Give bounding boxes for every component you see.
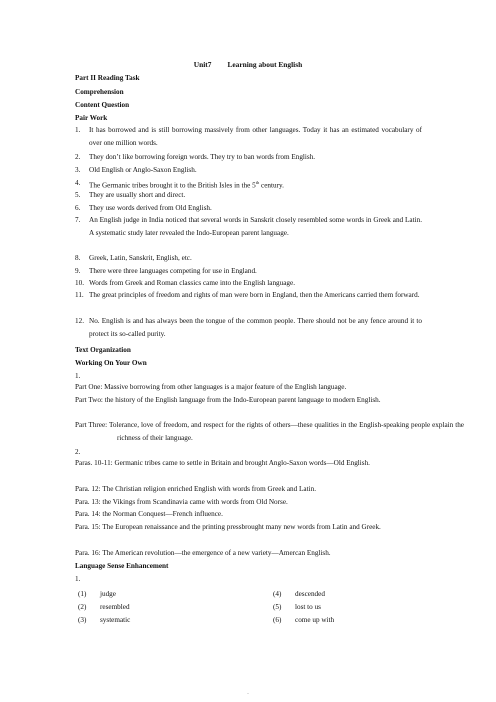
answer-text: No. English is and has always been the tongue of the common people. There should not be any fence around it to protect its so-called purity. <box>89 317 422 338</box>
answer-number: 11. <box>75 291 84 299</box>
answer-item <box>75 214 422 239</box>
answer-text: There were three languages competing for use in England. <box>89 267 257 275</box>
answer-item <box>75 265 422 278</box>
pair-work-heading: Pair Work <box>75 114 108 122</box>
answer-text-end: century. <box>259 181 284 190</box>
answer-item <box>75 151 422 164</box>
working-on-your-own-heading: Working On Your Own <box>75 359 147 367</box>
org-para-15: Para. 15: The European renaissance and the printing pressbrought many new words from Latin and Greek. <box>75 523 381 531</box>
answer-text: Old English or Anglo-Saxon English. <box>89 166 197 174</box>
word-answer: lost to us <box>295 603 321 611</box>
org-para-13: Para. 13: the Vikings from Scandinavia came with words from Old Norse. <box>75 498 288 506</box>
word-item <box>273 616 334 624</box>
answer-item <box>75 289 422 302</box>
answer-item <box>75 124 422 149</box>
word-answer: resembled <box>100 603 130 611</box>
language-sense-heading: Language Sense Enhancement <box>75 562 169 570</box>
answer-item <box>75 277 422 290</box>
content-question-heading: Content Question <box>75 101 130 109</box>
word-item <box>273 590 325 598</box>
org-part-one: Part One: Massive borrowing from other languages is a major feature of the English language. <box>75 383 347 391</box>
lang-number-1: 1. <box>75 575 81 583</box>
answer-number: 12. <box>75 317 84 325</box>
org-part-three: Part Three: Tolerance, love of freedom, and respect for the rights of others—these qualities in the English-speaking people explain the richness of their language. <box>75 421 464 442</box>
answer-item <box>75 315 422 340</box>
word-item <box>273 603 321 611</box>
word-number: (6) <box>273 616 282 624</box>
word-number: (2) <box>78 603 87 611</box>
answer-item <box>75 252 422 265</box>
org-para-12: Para. 12: The Christian religion enriched English with words from Greek and Latin. <box>75 485 316 493</box>
word-item <box>78 616 130 624</box>
answer-number: 8. <box>75 254 81 262</box>
text-organization-heading: Text Organization <box>75 346 131 354</box>
answer-item <box>75 164 422 177</box>
word-answer: descended <box>295 590 325 598</box>
org-para-10-11: Paras. 10-11: Germanic tribes came to settle in Britain and brought Anglo-Saxon words—Old English. <box>75 459 370 467</box>
org-number-2: 2. <box>75 448 81 456</box>
answer-number: 6. <box>75 204 81 212</box>
unit-topic: Learning about English <box>227 60 303 69</box>
answer-number: 9. <box>75 267 81 275</box>
ordinal-suffix: th <box>255 180 260 185</box>
answer-item <box>75 202 422 215</box>
part-heading: Part II Reading Task <box>75 74 140 82</box>
answer-text-main: The Germanic tribes brought it to the British Isles in the 5 <box>89 181 256 190</box>
answer-number: 3. <box>75 166 81 174</box>
answer-text: An English judge in India noticed that several words in Sanskrit closely resembled some words in Greek and Latin. A systematic study later revealed the Indo-European parent language. <box>89 216 422 237</box>
answer-number: 7. <box>75 216 81 224</box>
answer-text: The great principles of freedom and rights of man were born in England, then the Americans carried them forward. <box>89 291 420 299</box>
answer-number: 5. <box>75 191 81 199</box>
answer-item <box>75 189 422 202</box>
answer-number: 2. <box>75 153 81 161</box>
org-para-16: Para. 16: The American revolution—the emergence of a new variety—Amercan English. <box>75 549 331 557</box>
page-title <box>0 60 496 69</box>
answer-text: It has borrowed and is still borrowing massively from other languages. Today it has an estimated vocabulary of over one million words. <box>89 126 422 147</box>
org-number-1: 1. <box>75 372 81 380</box>
word-number: (5) <box>273 603 282 611</box>
answer-number: 1. <box>75 126 81 134</box>
word-item <box>78 603 130 611</box>
word-answer: judge <box>100 590 116 598</box>
answer-number: 10. <box>75 279 84 287</box>
answer-text: They are usually short and direct. <box>89 191 186 199</box>
answer-text: Greek, Latin, Sanskrit, English, etc. <box>89 254 192 262</box>
answer-text: They use words derived from Old English. <box>89 204 212 212</box>
word-number: (4) <box>273 590 282 598</box>
word-item <box>78 590 116 598</box>
org-part-two: Part Two: the history of the English language from the Indo-European parent language to modern English. <box>75 396 381 404</box>
word-answer: come up with <box>295 616 335 624</box>
word-number: (1) <box>78 590 87 598</box>
unit-label: Unit7 <box>193 60 212 69</box>
word-number: (3) <box>78 616 87 624</box>
answer-text: They don’t like borrowing foreign words. They try to ban words from English. <box>89 153 316 161</box>
answer-number: 4. <box>75 179 81 187</box>
page-footer-mark: . <box>247 690 249 696</box>
org-para-14: Para. 14: the Norman Conquest—French influence. <box>75 510 223 518</box>
answer-text: Words from Greek and Roman classics came into the English language. <box>89 279 296 287</box>
word-answer: systematic <box>100 616 131 624</box>
comprehension-heading: Comprehension <box>75 88 124 96</box>
